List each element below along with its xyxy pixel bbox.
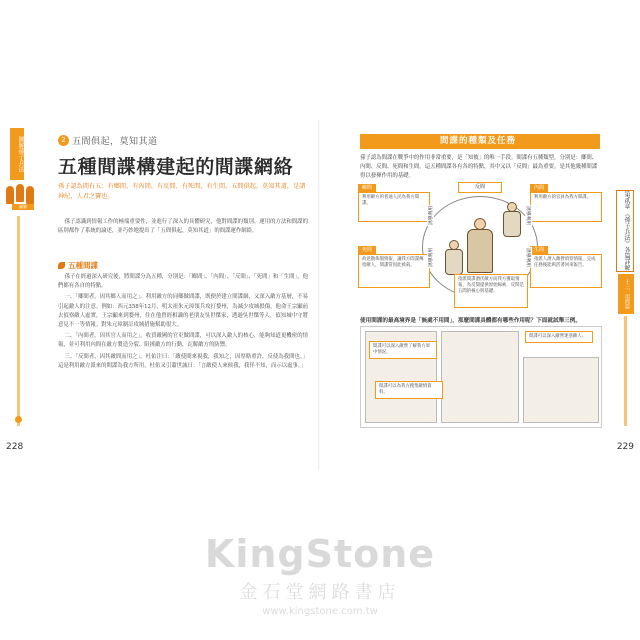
box-dead-spy: [358, 254, 430, 288]
box-core-note: [454, 274, 528, 308]
figure-robe: [467, 229, 493, 273]
right-intro: 孫子認為間諜在戰爭中的作用非常重要，是「知彼」的唯一手段。間諜有五種類型，分別是：鄉間、內間、反間、死間和生間。這五種間諜各有各的特點，其中又以「反間」最為重要，是其他幾種間諜得以發揮作用的基礎。: [360, 155, 598, 179]
figure-body: [445, 249, 463, 275]
examples-panel: [360, 326, 602, 428]
right-side-subtab: 十三、用間篇: [618, 274, 634, 314]
box-text: 指派人潛入敵營偵察情報，完成任務後能夠活著回來報告。: [534, 257, 596, 269]
arrow-label: 誘導利用: [429, 205, 435, 226]
section-label: 五間俱起，莫知其道: [72, 137, 158, 147]
example-box: 間諜可以為我方搜集敵情資料。: [375, 381, 443, 399]
paragraph: 一、「鄉間者，因其鄉人而用之」。利用敵方的同鄉做間諜，既便於建立間諜網，又深入敵方基層，不易引起敵人的注意。例如：西元358年12月，明太祖朱元璋領兵攻打婺州，為減少攻城損傷，他命王宗顯前去偵察敵人虛實，王宗顯來到婺州，住在他曾經相識的老朋友吳世傑家，透過吳世傑等人，偵知城中守將意見不一等情報。對朱元璋制訂攻城措施幫助很大。: [58, 294, 308, 329]
left-page: [0, 120, 320, 470]
ruler-figure-icon: [464, 218, 494, 272]
spy-types-diagram: [358, 182, 602, 310]
arrow-label: 誘導利用: [525, 247, 531, 268]
right-header-title: 間諜的種類及任務: [440, 136, 517, 146]
watermark-store-name: 金石堂網路書店: [239, 582, 401, 603]
arrow-label: 誘導利用: [525, 205, 531, 226]
official-figure-icon: [500, 202, 522, 236]
subheading: [58, 260, 98, 271]
examples-heading: 使用間諜的最高境界是「無處不用間」，那麼間諜具體都有哪些作用呢？下面就試舉三例。: [360, 318, 581, 324]
example-box: 間諜可以深入敵營迷惑敵人。: [525, 331, 593, 343]
logo-cap: 圖解: [12, 204, 34, 210]
figure-icon: [16, 184, 24, 202]
right-side-rule: [624, 316, 627, 426]
scene-illustration: [523, 357, 599, 423]
box-inner-spy: [530, 192, 602, 222]
arrow-label: 誘導利用: [429, 247, 435, 268]
box-living-spy: [530, 254, 602, 288]
subheading-text: 五種間諜: [68, 261, 98, 270]
paragraph: 孫子認識到情報工作的極端重要性，並進行了深入的具體研究，他對間諜的類別、運用的方法和間諜的區別都作了系統的論述，並巧妙地提出了「五間俱起，莫知其道」的間諜運作網絡。: [58, 219, 308, 235]
tag-dead-spy: 死間: [358, 246, 376, 254]
right-header-bar: [360, 134, 600, 149]
page-number: 229: [616, 442, 634, 452]
watermark-logo: KingStone: [204, 532, 436, 576]
paragraph: 孫子在經過深入研究後，將間諜分為五種，分別是：「鄉間」、「內間」、「反間」、「死間」和「生間」，他們都有各自的特點。: [58, 274, 308, 290]
book-spread: [0, 120, 640, 470]
body-text-1: [58, 218, 308, 238]
watermark-url: www.kingstone.com.tw: [262, 606, 378, 617]
page-number: 228: [6, 442, 24, 452]
subheading-icon: [58, 262, 65, 269]
watermark: [0, 532, 640, 617]
intro-summary: 孫子認為間有五：有鄉間、有內間、有反間、有死間、有生間。五間俱起，莫知其道，是謂神紀，人君之寶也。: [58, 183, 306, 200]
body-text-2: [58, 273, 308, 373]
box-village-spy: [358, 192, 430, 222]
scene-illustration: [441, 331, 519, 423]
box-text: 利用敵方的普通人民為我方間諜。: [362, 195, 420, 207]
paragraph: 三、「反間者，因其敵間而用之」。杜佑注曰：「敵使間來視我，我知之，因厚賂重許，反使為我間也。」這是利用敵方派來的間諜為我方所用，杜佑又引蕭世誠曰：「言敵使人來候我，我佯不知，而示以虛事。」: [58, 353, 308, 369]
left-side-rule: [17, 216, 20, 426]
box-text: 指派間諜潛伏敵方而我方獲取情報，為反間提供原始線索，反間是五間的核心與基礎。: [458, 277, 524, 295]
tag-village-spy: 鄉間: [358, 184, 376, 192]
right-page: [320, 120, 640, 470]
section-number-badge: 2: [58, 135, 69, 146]
rule-dot: [15, 416, 22, 423]
center-label: 反間: [458, 182, 502, 193]
tag-living-spy: 生間: [530, 246, 548, 254]
box-text: 利用敵方的官員為我方間諜。: [534, 195, 592, 200]
left-side-tab: 圖解孫子兵法: [10, 128, 24, 180]
figure-icon: [6, 186, 14, 204]
paragraph: 二、「內間者，因其官人而用之」。收買敵國的官吏做間諜，可以深入敵人的核心，能夠知道更機密的情報，並可利用內間在敵方製造分裂、阻撓敵方的行動，瓦解敵方的防禦。: [58, 333, 308, 349]
tag-inner-spy: 內間: [530, 184, 548, 192]
page-title: 五種間諜構建起的間諜網絡: [58, 156, 294, 178]
figure-body: [503, 211, 521, 237]
kneeling-figure-icon: [442, 240, 464, 274]
example-box: 間諜可以深入敵營了解我方軍中情況。: [369, 341, 437, 359]
box-text: 故意散佈假情報，讓我方間諜傳給敵人，間諜常因此被殺。: [362, 257, 424, 269]
right-side-tab: 第貳章 《孫子兵法》各篇詳解: [616, 190, 634, 272]
series-logo-icon: [4, 180, 42, 210]
figure-icon: [26, 186, 34, 204]
